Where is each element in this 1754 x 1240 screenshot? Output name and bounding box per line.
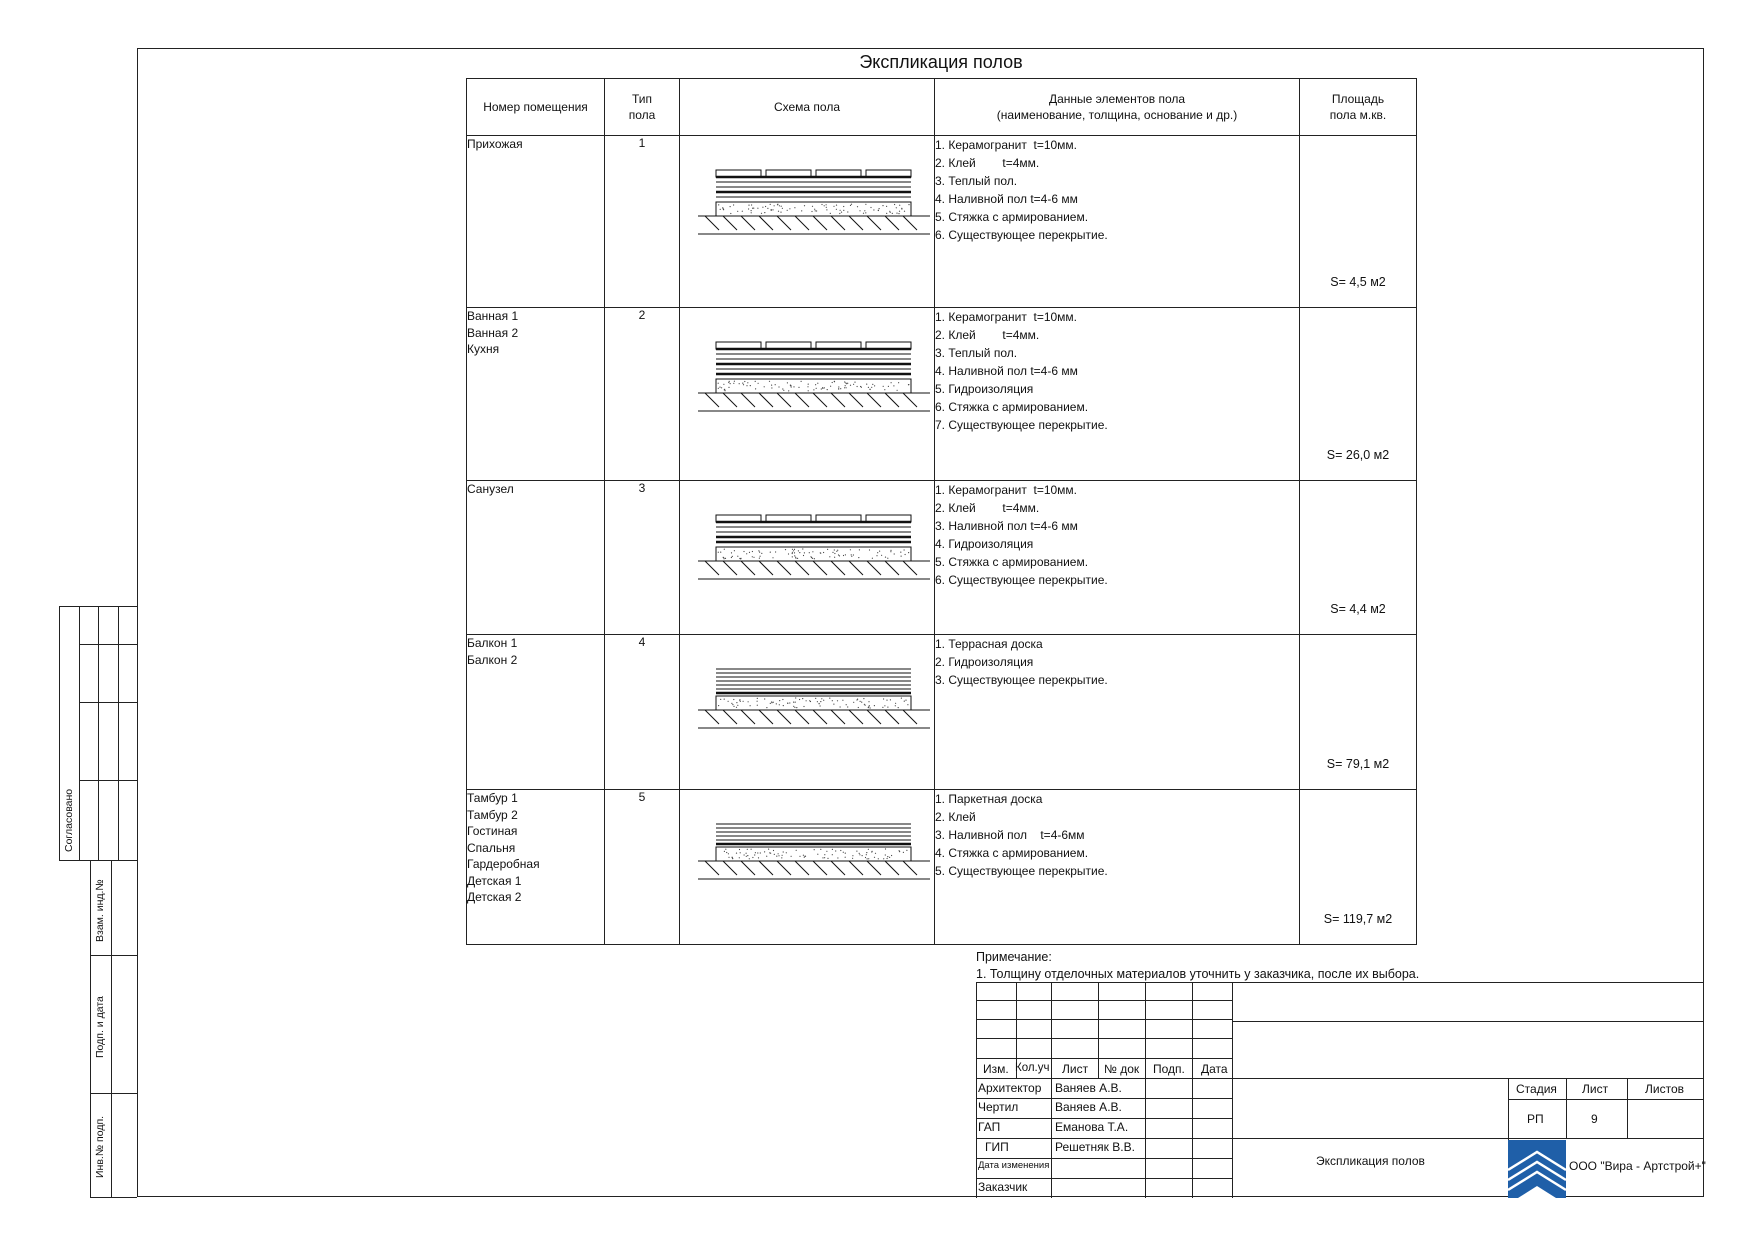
- layer-list: [935, 481, 1300, 635]
- floor-explication-table: [466, 78, 1417, 945]
- layer-item: 5. Существующее перекрытие.: [935, 864, 1108, 878]
- floor-area: S= 119,7 м2: [1323, 912, 1393, 926]
- stage-label: Стадия: [1516, 1082, 1557, 1096]
- floor-scheme: [680, 308, 935, 481]
- floor-section-drawing: [680, 814, 930, 934]
- layer-item: 5. Стяжка с армированием.: [935, 210, 1089, 224]
- floor-scheme: [680, 136, 935, 308]
- layer-item: 4. Наливной пол t=4-6 мм: [935, 364, 1078, 378]
- floor-type: 3: [605, 481, 680, 635]
- sheet-label: Лист: [1582, 1082, 1609, 1096]
- floor-section-drawing: [680, 160, 930, 280]
- layer-list: [935, 308, 1300, 481]
- layer-item: 3. Существующее перекрытие.: [935, 673, 1108, 687]
- layer-item: 5. Стяжка с армированием.: [935, 555, 1089, 569]
- room-name: Гостиная: [467, 824, 518, 838]
- area-cell: [1300, 308, 1417, 481]
- room-name: Детская 2: [467, 890, 522, 904]
- floor-area: S= 4,5 м2: [1330, 275, 1386, 289]
- stamp-col-kolvo: Кол.уч: [1015, 1062, 1050, 1074]
- area-cell: [1300, 635, 1417, 790]
- header-area: Площадь пола м.кв.: [1300, 79, 1417, 136]
- table-row: [467, 136, 1417, 308]
- room-name: Тамбур 1: [467, 791, 518, 805]
- layer-list: [935, 635, 1300, 790]
- room-list: [467, 481, 605, 635]
- floor-scheme: [680, 481, 935, 635]
- layer-item: 1. Керамогранит t=10мм.: [935, 483, 1078, 497]
- stamp-role: Чертил: [978, 1100, 1019, 1114]
- layer-item: 2. Гидроизоляция: [935, 655, 1034, 669]
- room-name: Кухня: [467, 342, 500, 356]
- floor-type: 1: [605, 136, 680, 308]
- floor-section-drawing: [680, 659, 930, 779]
- stamp-role: Архитектор: [978, 1081, 1042, 1095]
- floor-type: 5: [605, 790, 680, 945]
- floor-scheme: [680, 635, 935, 790]
- layer-item: 3. Наливной пол t=4-6 мм: [935, 519, 1078, 533]
- sheets-label: Листов: [1645, 1082, 1684, 1096]
- room-name: Ванная 2: [467, 325, 519, 340]
- table-row: [467, 790, 1417, 945]
- layer-item: 6. Существующее перекрытие.: [935, 228, 1108, 242]
- layer-item: 6. Существующее перекрытие.: [935, 573, 1108, 587]
- side-inv-orig: Инв.№ подп.: [94, 1115, 106, 1178]
- stamp-col-date: Дата: [1201, 1062, 1228, 1076]
- stamp-person-name: Ваняев А.В.: [1055, 1100, 1122, 1114]
- layer-item: 6. Стяжка с армированием.: [935, 400, 1089, 414]
- stamp-role: Заказчик: [978, 1180, 1028, 1194]
- room-name: Ванная 1: [467, 309, 519, 323]
- layer-item: 4. Гидроизоляция: [935, 537, 1034, 551]
- header-room: Номер помещения: [467, 79, 605, 136]
- room-name: Балкон 2: [467, 652, 518, 667]
- room-name: Балкон 1: [467, 636, 518, 650]
- room-name: Прихожая: [467, 137, 523, 151]
- floor-scheme: [680, 790, 935, 945]
- area-cell: [1300, 790, 1417, 945]
- layer-item: 1. Паркетная доска: [935, 792, 1043, 806]
- side-sign-date: Подп. и дата: [94, 996, 106, 1058]
- note-label: Примечание:: [976, 950, 1052, 964]
- doc-title: Экспликация полов: [1316, 1154, 1425, 1168]
- floor-area: S= 4,4 м2: [1330, 602, 1386, 616]
- room-list: [467, 136, 605, 308]
- layer-item: 4. Наливной пол t=4-6 мм: [935, 192, 1078, 206]
- stamp-role: Дата изменения: [978, 1160, 1050, 1171]
- side-inv-ref: Взам. инд.№: [94, 879, 106, 942]
- table-row: [467, 635, 1417, 790]
- layer-item: 2. Клей t=4мм.: [935, 501, 1040, 515]
- area-cell: [1300, 136, 1417, 308]
- layer-item: 1. Террасная доска: [935, 637, 1043, 651]
- stamp-col-doc: № док: [1104, 1062, 1140, 1076]
- header-scheme: Схема пола: [680, 79, 935, 136]
- stage-value: РП: [1527, 1112, 1544, 1126]
- room-name: Санузел: [467, 482, 514, 496]
- layer-item: 1. Керамогранит t=10мм.: [935, 310, 1078, 324]
- layer-item: 1. Керамогранит t=10мм.: [935, 138, 1078, 152]
- sheet-value: 9: [1591, 1112, 1598, 1126]
- layer-item: 3. Теплый пол.: [935, 174, 1018, 188]
- layer-item: 3. Наливной пол t=4-6мм: [935, 828, 1085, 842]
- layer-list: [935, 136, 1300, 308]
- layer-item: 2. Клей t=4мм.: [935, 328, 1040, 342]
- room-list: [467, 635, 605, 790]
- table-row: [467, 308, 1417, 481]
- note-text: 1. Толщину отделочных материалов уточнить у заказчика, после их выбора.: [976, 967, 1420, 981]
- floor-section-drawing: [680, 332, 930, 452]
- layer-item: 4. Стяжка с армированием.: [935, 846, 1089, 860]
- layer-list: [935, 790, 1300, 945]
- layer-item: 5. Гидроизоляция: [935, 382, 1034, 396]
- layer-item: 2. Клей: [935, 810, 976, 824]
- company-name: ООО "Вира - Артстрой+": [1569, 1159, 1706, 1173]
- stamp-col-list: Лист: [1062, 1062, 1089, 1076]
- room-name: Спальня: [467, 840, 516, 855]
- stamp-person-name: Решетняк В.В.: [1055, 1140, 1135, 1154]
- floor-area: S= 26,0 м2: [1326, 448, 1390, 462]
- floor-area: S= 79,1 м2: [1326, 757, 1390, 771]
- stamp-col-sign: Подп.: [1153, 1062, 1185, 1076]
- layer-item: 3. Теплый пол.: [935, 346, 1018, 360]
- floor-type: 2: [605, 308, 680, 481]
- page-title: Экспликация полов: [859, 52, 1023, 72]
- stamp-role: ГАП: [978, 1120, 1001, 1134]
- floor-type: 4: [605, 635, 680, 790]
- room-list: [467, 790, 605, 945]
- room-name: Детская 1: [467, 873, 522, 888]
- note: [976, 949, 1419, 983]
- floor-section-drawing: [680, 505, 930, 625]
- room-name: Гардеробная: [467, 857, 540, 871]
- stamp-col-izm: Изм.: [983, 1062, 1009, 1076]
- room-list: [467, 308, 605, 481]
- stamp-role: ГИП: [985, 1140, 1009, 1154]
- company-logo: [1508, 1140, 1568, 1198]
- table-row: [467, 481, 1417, 635]
- area-cell: [1300, 481, 1417, 635]
- room-name: Тамбур 2: [467, 807, 518, 822]
- header-data: Данные элементов пола (наименование, толщина, основание и др.): [935, 79, 1300, 136]
- layer-item: 2. Клей t=4мм.: [935, 156, 1040, 170]
- side-agreed: Согласовано: [63, 788, 75, 852]
- header-type: Тип пола: [605, 79, 680, 136]
- layer-item: 7. Существующее перекрытие.: [935, 418, 1108, 432]
- stamp-person-name: Еманова Т.А.: [1055, 1120, 1129, 1134]
- stamp-person-name: Ваняев А.В.: [1055, 1081, 1122, 1095]
